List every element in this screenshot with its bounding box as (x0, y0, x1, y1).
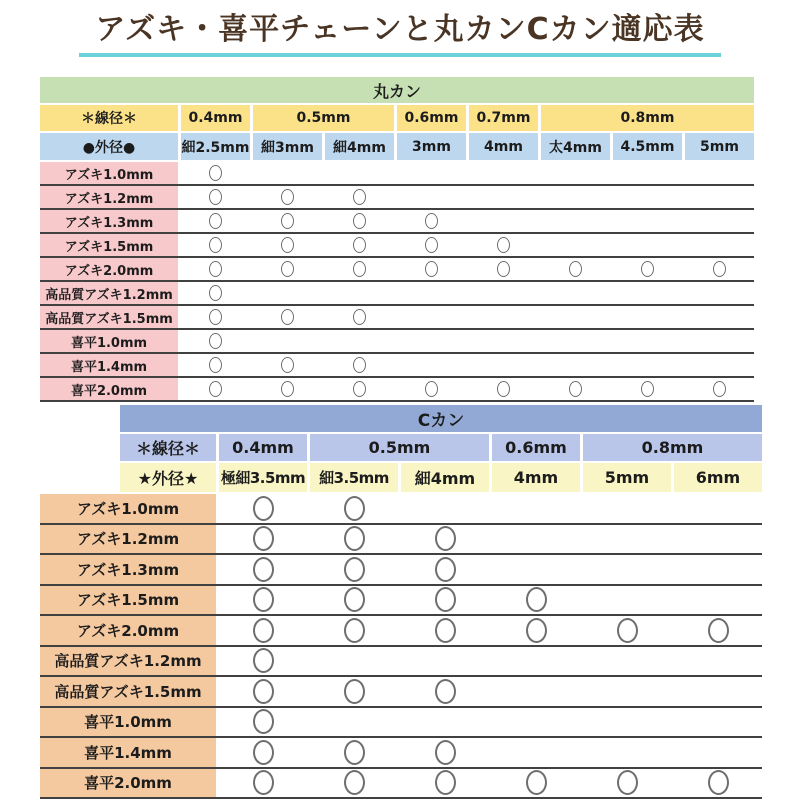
outer-diameter-label: ★外径★ (120, 463, 216, 492)
circle-mark-icon (353, 261, 366, 277)
chain-row (40, 234, 754, 258)
mark-cell (469, 378, 538, 400)
mark-cell (310, 586, 398, 615)
chain-row (40, 186, 754, 210)
mark-cell (541, 210, 610, 232)
chain-row (40, 354, 754, 378)
mark-cell (181, 210, 250, 232)
chain-label: アズキ1.3mm (40, 555, 216, 584)
chain-label: 高品質アズキ1.2mm (40, 647, 216, 676)
mark-cell (401, 586, 489, 615)
mark-cell (253, 162, 322, 184)
mark-cell (181, 162, 250, 184)
circle-mark-icon (425, 213, 438, 229)
chain-label: 喜平1.4mm (40, 738, 216, 767)
circle-mark-icon (209, 237, 222, 253)
mark-cell (219, 769, 307, 798)
circle-mark-icon (435, 679, 456, 704)
chain-label: 喜平1.0mm (40, 708, 216, 737)
chain-label: 喜平1.0mm (40, 330, 178, 352)
circle-mark-icon (281, 261, 294, 277)
mark-cell (613, 354, 682, 376)
mark-cell (469, 354, 538, 376)
circle-mark-icon (344, 618, 365, 643)
wire-diameter-label: ＊線径＊ (120, 434, 216, 461)
mark-cell (583, 708, 671, 737)
mark-cell (469, 234, 538, 256)
mark-cell (613, 186, 682, 208)
chain-label: 喜平1.4mm (40, 354, 178, 376)
circle-mark-icon (435, 526, 456, 551)
mark-cell (325, 378, 394, 400)
circle-mark-icon (253, 770, 274, 795)
mark-cell (685, 306, 754, 328)
circle-mark-icon (253, 496, 274, 521)
circle-mark-icon (353, 357, 366, 373)
mark-cell (401, 494, 489, 523)
mark-cell (674, 494, 762, 523)
chain-row (40, 282, 754, 306)
chain-label: 喜平2.0mm (40, 769, 216, 798)
chain-label: アズキ1.0mm (40, 494, 216, 523)
mark-cell (397, 282, 466, 304)
mark-cell (181, 330, 250, 352)
circle-mark-icon (253, 709, 274, 734)
mark-cell (541, 306, 610, 328)
chain-label: 高品質アズキ1.2mm (40, 282, 178, 304)
circle-mark-icon (353, 189, 366, 205)
mark-cell (253, 306, 322, 328)
mark-cell (401, 616, 489, 645)
circle-mark-icon (425, 261, 438, 277)
mark-cell (469, 210, 538, 232)
mark-cell (583, 738, 671, 767)
chain-row (40, 258, 754, 282)
chain-row (40, 647, 762, 678)
circle-mark-icon (435, 770, 456, 795)
mark-cell (181, 234, 250, 256)
circle-mark-icon (281, 237, 294, 253)
mark-cell (541, 234, 610, 256)
mark-cell (685, 354, 754, 376)
mark-cell (685, 186, 754, 208)
circle-mark-icon (281, 381, 294, 397)
mark-cell (310, 525, 398, 554)
mark-cell (541, 258, 610, 280)
chain-label: 高品質アズキ1.5mm (40, 306, 178, 328)
wire-diameter-row (40, 105, 754, 131)
mark-cell (253, 234, 322, 256)
chain-label: アズキ1.5mm (40, 586, 216, 615)
circle-mark-icon (209, 357, 222, 373)
chain-row (40, 306, 754, 330)
mark-cell (310, 769, 398, 798)
mark-cell (583, 616, 671, 645)
mark-cell (401, 525, 489, 554)
circle-mark-icon (497, 261, 510, 277)
mark-cell (541, 330, 610, 352)
mark-cell (492, 586, 580, 615)
circle-mark-icon (353, 381, 366, 397)
circle-mark-icon (344, 679, 365, 704)
mark-cell (685, 162, 754, 184)
table-title-bar (40, 77, 754, 103)
mark-cell (325, 330, 394, 352)
circle-mark-icon (281, 309, 294, 325)
mark-cell (397, 378, 466, 400)
mark-cell (181, 306, 250, 328)
mark-cell (613, 282, 682, 304)
circle-mark-icon (641, 381, 654, 397)
chain-row (40, 162, 754, 186)
circle-mark-icon (253, 618, 274, 643)
title-block (0, 10, 800, 57)
circle-mark-icon (708, 770, 729, 795)
circle-mark-icon (713, 381, 726, 397)
outer-diameter-value: 5mm (583, 463, 671, 492)
mark-cell (253, 258, 322, 280)
wire-diameter-value: 0.6mm (397, 105, 466, 131)
outer-diameter-value: 6mm (674, 463, 762, 492)
wire-diameter-value: 0.4mm (219, 434, 307, 461)
circle-mark-icon (497, 381, 510, 397)
mark-cell (181, 354, 250, 376)
mark-cell (492, 647, 580, 676)
outer-diameter-value: 細3.5mm (310, 463, 398, 492)
chain-row (40, 555, 762, 586)
table-title: Cカン (417, 411, 465, 431)
circle-mark-icon (353, 309, 366, 325)
circle-mark-icon (425, 237, 438, 253)
mark-cell (685, 282, 754, 304)
mark-cell (253, 282, 322, 304)
circle-mark-icon (344, 770, 365, 795)
mark-cell (310, 708, 398, 737)
circle-mark-icon (209, 261, 222, 277)
mark-cell (674, 708, 762, 737)
mark-cell (492, 555, 580, 584)
circle-mark-icon (617, 770, 638, 795)
outer-diameter-label: ●外径● (40, 133, 178, 160)
outer-diameter-value: 細3mm (253, 133, 322, 160)
circle-mark-icon (281, 189, 294, 205)
mark-cell (325, 210, 394, 232)
chain-row (40, 677, 762, 708)
mark-cell (541, 162, 610, 184)
mark-cell (181, 258, 250, 280)
mark-cell (253, 186, 322, 208)
outer-diameter-row (40, 133, 754, 160)
mark-cell (613, 330, 682, 352)
wire-diameter-value: 0.7mm (469, 105, 538, 131)
wire-diameter-value: 0.5mm (310, 434, 489, 461)
circle-mark-icon (526, 770, 547, 795)
circle-mark-icon (344, 557, 365, 582)
mark-cell (674, 616, 762, 645)
chain-label: アズキ2.0mm (40, 616, 216, 645)
mark-cell (401, 708, 489, 737)
circle-mark-icon (209, 333, 222, 349)
circle-mark-icon (253, 648, 274, 673)
chain-row (40, 210, 754, 234)
circle-mark-icon (435, 618, 456, 643)
circle-mark-icon (209, 189, 222, 205)
circle-mark-icon (209, 381, 222, 397)
circle-mark-icon (435, 557, 456, 582)
circle-mark-icon (281, 357, 294, 373)
circle-mark-icon (281, 213, 294, 229)
mark-cell (583, 525, 671, 554)
outer-diameter-value: 細4mm (401, 463, 489, 492)
mark-cell (397, 162, 466, 184)
mark-cell (325, 186, 394, 208)
circle-mark-icon (209, 165, 222, 181)
mark-cell (469, 306, 538, 328)
mark-cell (397, 330, 466, 352)
circle-mark-icon (253, 557, 274, 582)
wire-diameter-value: 0.4mm (181, 105, 250, 131)
mark-cell (674, 586, 762, 615)
mark-cell (310, 738, 398, 767)
mark-cell (674, 525, 762, 554)
mark-cell (469, 162, 538, 184)
page-title: アズキ・喜平チェーンと丸カンCカン適応表 (79, 10, 720, 57)
wire-diameter-value: 0.5mm (253, 105, 394, 131)
mark-cell (492, 769, 580, 798)
mark-cell (181, 378, 250, 400)
mark-cell (613, 162, 682, 184)
chain-label: 喜平2.0mm (40, 378, 178, 400)
mark-cell (674, 769, 762, 798)
chain-label: アズキ1.3mm (40, 210, 178, 232)
circle-mark-icon (353, 213, 366, 229)
chain-row (40, 494, 762, 525)
mark-cell (401, 677, 489, 706)
wire-diameter-value: 0.6mm (492, 434, 580, 461)
mark-cell (325, 354, 394, 376)
mark-cell (325, 282, 394, 304)
wire-diameter-value: 0.8mm (541, 105, 754, 131)
mark-cell (219, 586, 307, 615)
mark-cell (583, 586, 671, 615)
mark-cell (613, 306, 682, 328)
circle-mark-icon (569, 381, 582, 397)
mark-cell (325, 306, 394, 328)
mark-cell (253, 330, 322, 352)
mark-cell (253, 354, 322, 376)
wire-diameter-row (120, 434, 762, 461)
mark-cell (325, 258, 394, 280)
outer-diameter-value: 4mm (492, 463, 580, 492)
mark-cell (219, 525, 307, 554)
mark-cell (583, 769, 671, 798)
mark-cell (401, 555, 489, 584)
circle-mark-icon (569, 261, 582, 277)
mark-cell (492, 616, 580, 645)
circle-mark-icon (353, 237, 366, 253)
chain-label: 高品質アズキ1.5mm (40, 677, 216, 706)
outer-diameter-value: 細2.5mm (181, 133, 250, 160)
mark-cell (541, 186, 610, 208)
mark-cell (583, 677, 671, 706)
chain-label: アズキ1.2mm (40, 186, 178, 208)
mark-cell (325, 234, 394, 256)
circle-mark-icon (344, 526, 365, 551)
circle-mark-icon (344, 496, 365, 521)
mark-cell (219, 616, 307, 645)
mark-cell (253, 378, 322, 400)
mark-cell (685, 330, 754, 352)
wire-diameter-value: 0.8mm (583, 434, 762, 461)
chain-row (40, 525, 762, 556)
chain-row (40, 708, 762, 739)
circle-mark-icon (253, 587, 274, 612)
mark-cell (397, 186, 466, 208)
mark-cell (401, 647, 489, 676)
mark-cell (219, 677, 307, 706)
mark-cell (219, 708, 307, 737)
mark-cell (181, 282, 250, 304)
mark-cell (469, 330, 538, 352)
circle-mark-icon (209, 285, 222, 301)
mark-cell (469, 186, 538, 208)
mark-cell (685, 234, 754, 256)
mark-cell (310, 555, 398, 584)
ckan-compatibility-table (40, 405, 762, 799)
mark-cell (613, 210, 682, 232)
circle-mark-icon (617, 618, 638, 643)
mark-cell (674, 677, 762, 706)
circle-mark-icon (425, 381, 438, 397)
outer-diameter-row (120, 463, 762, 492)
mark-cell (583, 647, 671, 676)
chain-row (40, 586, 762, 617)
mark-cell (397, 354, 466, 376)
mark-cell (397, 258, 466, 280)
chain-row (40, 616, 762, 647)
mark-cell (401, 769, 489, 798)
wire-diameter-label: ＊線径＊ (40, 105, 178, 131)
mark-cell (613, 234, 682, 256)
outer-diameter-value: 5mm (685, 133, 754, 160)
circle-mark-icon (253, 679, 274, 704)
mark-cell (219, 647, 307, 676)
mark-cell (583, 555, 671, 584)
circle-mark-icon (344, 740, 365, 765)
circle-mark-icon (435, 740, 456, 765)
mark-cell (310, 677, 398, 706)
table-title: 丸カン (372, 81, 421, 101)
circle-mark-icon (209, 213, 222, 229)
outer-diameter-value: 細4mm (325, 133, 394, 160)
circle-mark-icon (713, 261, 726, 277)
mark-cell (219, 738, 307, 767)
mark-cell (541, 354, 610, 376)
mark-cell (613, 378, 682, 400)
mark-cell (492, 738, 580, 767)
mark-cell (492, 494, 580, 523)
mark-cell (583, 494, 671, 523)
chain-label: アズキ1.5mm (40, 234, 178, 256)
mark-cell (685, 258, 754, 280)
mark-cell (253, 210, 322, 232)
mark-cell (674, 647, 762, 676)
chain-row (40, 378, 754, 402)
mark-cell (674, 738, 762, 767)
circle-mark-icon (253, 526, 274, 551)
circle-mark-icon (526, 618, 547, 643)
circle-mark-icon (253, 740, 274, 765)
outer-diameter-value: 3mm (397, 133, 466, 160)
outer-diameter-value: 極細3.5mm (219, 463, 307, 492)
chain-label: アズキ1.0mm (40, 162, 178, 184)
outer-diameter-value: 太4mm (541, 133, 610, 160)
mark-cell (310, 647, 398, 676)
outer-diameter-value: 4.5mm (613, 133, 682, 160)
mark-cell (181, 186, 250, 208)
chain-row (40, 738, 762, 769)
mark-cell (397, 210, 466, 232)
mark-cell (674, 555, 762, 584)
mark-cell (325, 162, 394, 184)
chain-row (40, 330, 754, 354)
chain-label: アズキ2.0mm (40, 258, 178, 280)
mark-cell (310, 494, 398, 523)
circle-mark-icon (641, 261, 654, 277)
mark-cell (492, 708, 580, 737)
chain-row (40, 769, 762, 800)
circle-mark-icon (708, 618, 729, 643)
mark-cell (401, 738, 489, 767)
mark-cell (219, 555, 307, 584)
circle-mark-icon (344, 587, 365, 612)
mark-cell (469, 282, 538, 304)
mark-cell (613, 258, 682, 280)
mark-cell (219, 494, 307, 523)
circle-mark-icon (209, 309, 222, 325)
circle-mark-icon (497, 237, 510, 253)
marukan-compatibility-table (40, 77, 754, 402)
mark-cell (492, 677, 580, 706)
mark-cell (541, 282, 610, 304)
circle-mark-icon (526, 587, 547, 612)
mark-cell (541, 378, 610, 400)
outer-diameter-value: 4mm (469, 133, 538, 160)
mark-cell (310, 616, 398, 645)
mark-cell (469, 258, 538, 280)
circle-mark-icon (435, 587, 456, 612)
chain-label: アズキ1.2mm (40, 525, 216, 554)
mark-cell (685, 378, 754, 400)
mark-cell (397, 234, 466, 256)
mark-cell (492, 525, 580, 554)
table-title-bar (120, 405, 762, 432)
mark-cell (397, 306, 466, 328)
mark-cell (685, 210, 754, 232)
